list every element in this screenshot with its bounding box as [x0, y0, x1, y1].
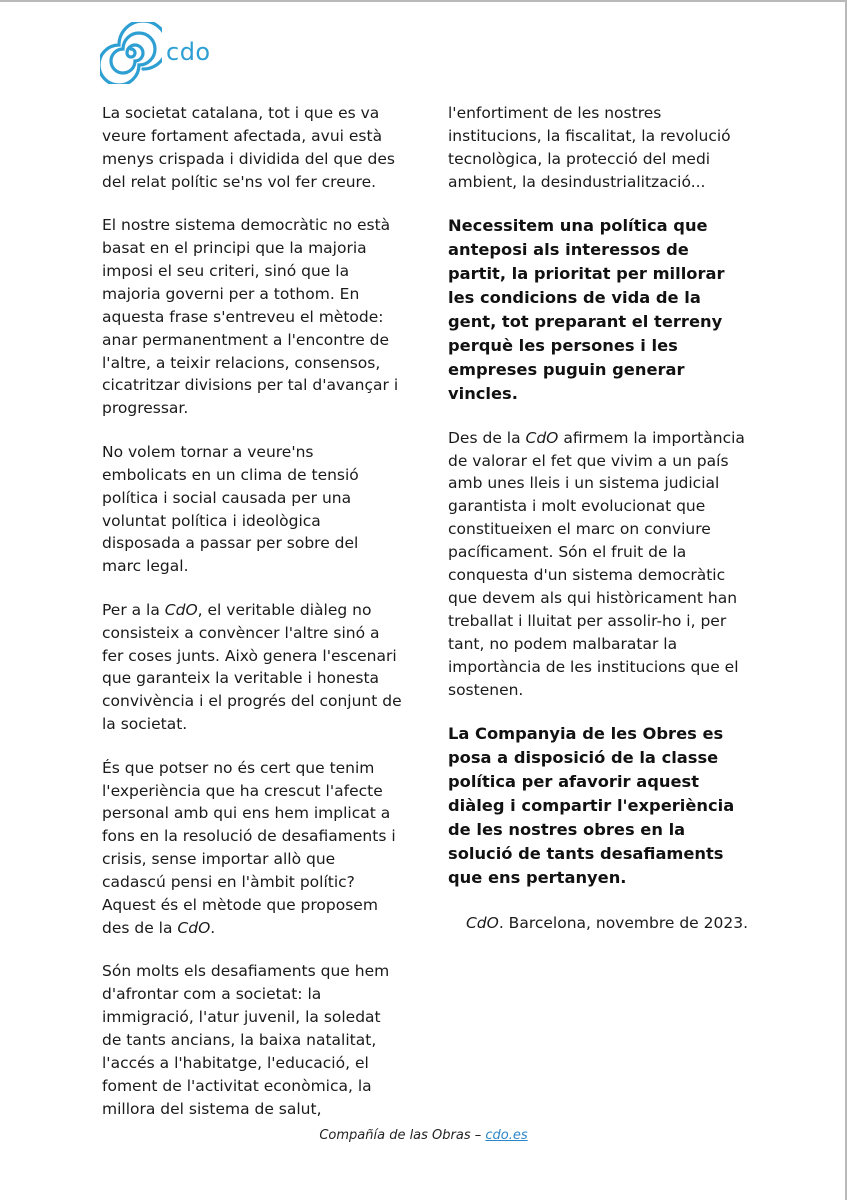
bold-paragraph: Necessitem una política que anteposi als interessos de partit, la prioritat per millorar les condicions de vida de la gent, tot preparant el terreny perquè les persones i les empreses puguin generar vincles.: [448, 216, 725, 404]
page-border-top: [0, 0, 847, 2]
paragraph: Són molts els desafiaments que hem d'afrontar com a societat: la immigració, l'atur juvenil, la soledat de tants ancians, la baixa natalitat, l'accés a l'habitatge, l'educació, el foment de l'activitat econòmica, la millora del sistema de salut,: [102, 962, 390, 1118]
paragraph: Des de la CdO afirmem la importància de valorar el fet que vivim a un país amb unes lleis i un sistema judicial garantista i molt evolucionat que constitueixen el marc on conviure pacíficament. Són el fruit de la conquesta d'un sistema democràtic que devem als qui històricament han treballat i lluitat per assolir-ho i, per tant, no podem malbaratar la importància de les institucions que el sostenen.: [448, 428, 745, 699]
cdo-logo: [100, 22, 220, 86]
cdo-emphasis: CdO: [525, 428, 559, 447]
signature-line: CdO. Barcelona, novembre de 2023.: [465, 914, 748, 932]
page-footer: [0, 1128, 847, 1143]
cdo-emphasis: CdO: [177, 919, 211, 937]
paragraph: La societat catalana, tot i que es va veure fortament afectada, avui està menys crispada i dividida del que des del relat polític se'ns vol fer creure.: [102, 104, 395, 191]
logo-text: cdo: [166, 38, 211, 66]
right-column: [448, 102, 748, 955]
paragraph: No volem tornar a veure'ns embolicats en un clima de tensió política i social causada per una voluntat política i ideològica disposada a passar per sobre del marc legal.: [102, 442, 359, 576]
left-column: [102, 102, 402, 1141]
bold-paragraph: La Companyia de les Obres es posa a disposició de la classe política per afavorir aquest diàleg i compartir l'experiència de les nostres obres en la solució de tants desafiaments que ens pertanyen.: [448, 724, 735, 887]
footer-text: Compañía de las Obras –: [319, 1128, 486, 1143]
paragraph: l'enfortiment de les nostres institucions, la fiscalitat, la revolució tecnològica, la protecció del medi ambient, la desindustrialització...: [448, 104, 731, 191]
paragraph: El nostre sistema democràtic no està basat en el principi que la majoria imposi el seu criteri, sinó que la majoria governi per a tothom. En aquesta frase s'entreveu el mètode: anar permanentment a l'encontre de l'altre, a teixir relacions, consensos, cicatritzar divisions per tal d'avançar i progressar.: [102, 216, 399, 418]
paragraph: Per a la CdO, el veritable diàleg no consisteix a convèncer l'altre sinó a fer coses junts. Això genera l'escenari que garanteix la veritable i honesta convivència i el progrés del conjunt de la societat.: [102, 600, 402, 734]
spiral-logo-icon: [100, 22, 162, 84]
cdo-emphasis: CdO: [465, 914, 499, 932]
cdo-emphasis: CdO: [164, 600, 198, 619]
footer-link[interactable]: cdo.es: [485, 1128, 528, 1143]
paragraph: És que potser no és cert que tenim l'experiència que ha crescut l'afecte personal amb qui ens hem implicat a fons en la resolució de desafiaments i crisis, sense importar allò que cadascú pensi en l'àmbit polític? Aquest és el mètode que proposem des de la CdO.: [102, 758, 396, 937]
